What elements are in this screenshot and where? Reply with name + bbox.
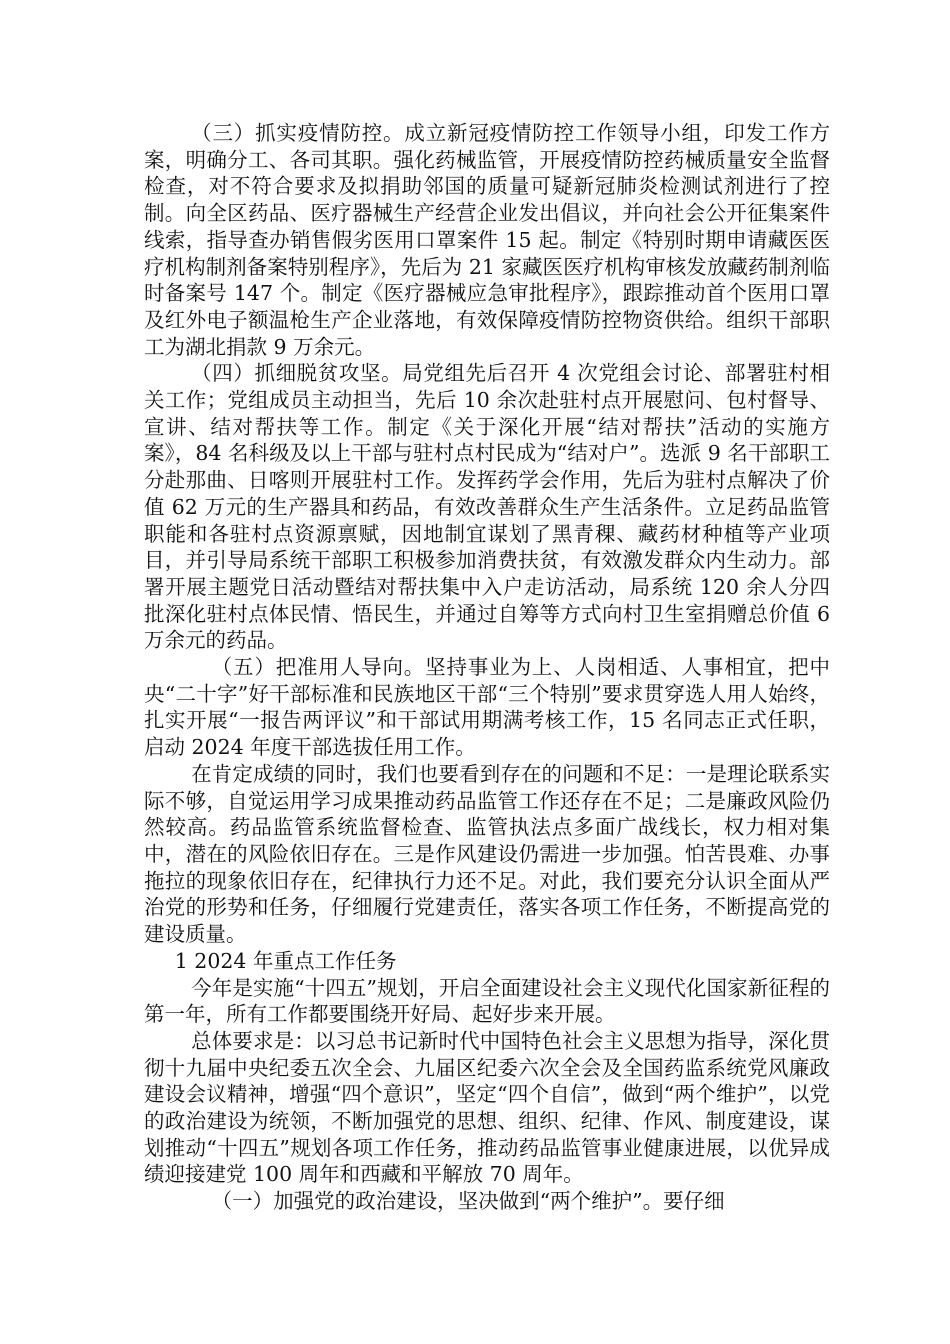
paragraph-personnel-guidance: （五）把准用人导向。坚持事业为上、人岗相适、人事相宜，把中央“二十字”好干部标准和民族地区干部“三个特别”要求贯穿选人用人始终，扎实开展“一报告两评议”和干部试用期满考核工作，15 名同志正式任职，启动 2024 年度干部选拔任用工作。 bbox=[144, 655, 830, 760]
paragraph-epidemic-prevention: （三）抓实疫情防控。成立新冠疫情防控工作领导小组，印发工作方案，明确分工、各司其职。强化药械监管，开展疫情防控药械质量安全监督检查，对不符合要求及拟捐助邻国的质量可疑新冠肺炎检测试剂进行了控制。向全区药品、医疗器械生产经营企业发出倡议，并向社会公开征集案件线索，指导查办销售假劣医用口罩案件 15 起。制定《特别时期申请藏医医疗机构制剂备案特别程序》，先后为 21 家藏医医疗机构审核发放藏药制剂临时备案号 147 个。制定《医疗器械应急审批程序》，跟踪推动首个医用口罩及红外电子额温枪生产企业落地，有效保障疫情防控物资供给。组织干部职工为湖北捐款 9 万余元。 bbox=[144, 121, 830, 359]
paragraph-problems: 在肯定成绩的同时，我们也要看到存在的问题和不足：一是理论联系实际不够，自觉运用学习成果推动药品监管工作还存在不足；二是廉政风险仍然较高。药品监管系统监督检查、监管执法点多面广战线长，权力相对集中，潜在的风险依旧存在。三是作风建设仍需进一步加强。怕苦畏难、办事拖拉的现象依旧存在，纪律执行力还不足。对此，我们要充分认识全面从严治党的形势和任务，仔细履行党建责任，落实各项工作任务，不断提高党的建设质量。 bbox=[144, 761, 830, 947]
paragraph-this-year: 今年是实施“十四五”规划，开启全面建设社会主义现代化国家新征程的第一年，所有工作都要围绕开好局、起好步来开展。 bbox=[144, 975, 830, 1027]
section-heading-2024-tasks: 1 2024 年重点工作任务 bbox=[174, 948, 397, 973]
paragraph-political-construction: （一）加强党的政治建设，坚决做到“两个维护”。要仔细 bbox=[211, 1189, 725, 1214]
paragraph-poverty-alleviation: （四）抓细脱贫攻坚。局党组先后召开 4 次党组会讨论、部署驻村相关工作；党组成员主动担当，先后 10 余次赴驻村点开展慰问、包村督导、宣讲、结对帮扶等工作。制定《关于深化开展“结对帮扶”活动的实施方案》，84 名科级及以上干部与驻村点村民成为“结对户”。选派 9 名干部职工分赴那曲、日喀则开展驻村工作。发挥药学会作用，先后为驻村点解决了价值 62 万元的生产器具和药品，有效改善群众生产生活条件。立足药品监管职能和各驻村点资源禀赋，因地制宜谋划了黑青稞、藏药材种植等产业项目，并引导局系统干部职工积极参加消费扶贫，有效激发群众内生动力。部署开展主题党日活动暨结对帮扶集中入户走访活动，局系统 120 余人分四批深化驻村点体民情、悟民生，并通过自筹等方式向村卫生室捐赠总价值 6 万余元的药品。 bbox=[144, 361, 830, 653]
paragraph-general-requirements: 总体要求是：以习总书记新时代中国特色社会主义思想为指导，深化贯彻十九届中央纪委五次全会、九届区纪委六次全会及全国药监系统党风廉政建设会议精神，增强“四个意识”，坚定“四个自信”，做到“两个维护”，以党的政治建设为统领，不断加强党的思想、组织、纪律、作风、制度建设，谋划推动“十四五”规划各项工作任务，推动药品监管事业健康进展，以优异成绩迎接建党 100 周年和西藏和平解放 70 周年。 bbox=[144, 1028, 830, 1187]
document-page bbox=[144, 120, 830, 1215]
